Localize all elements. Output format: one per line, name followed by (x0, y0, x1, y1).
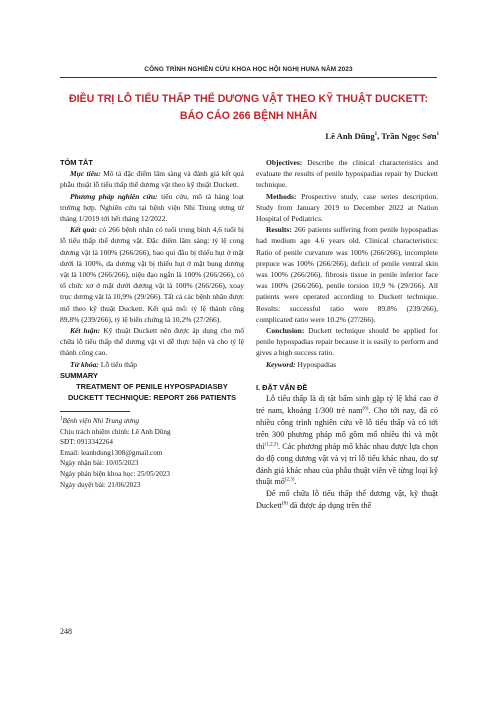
abstract-methods (60, 191, 244, 225)
results-label: Kết quả: (70, 225, 97, 235)
running-header: CÔNG TRÌNH NGHIÊN CỨU KHOA HỌC HỘI NGHỊ HUNA NĂM 2023 (144, 66, 353, 73)
objective-label: Mục tiêu: (70, 169, 101, 179)
footnote-affiliation (60, 416, 244, 427)
author-1: Lê Anh Dũng (325, 131, 375, 141)
keywords-label: Từ khóa: (70, 359, 99, 369)
article-title (40, 91, 457, 125)
en-objectives-text: Describe the clinical characteristics and evaluate the results of penile hypospadias repair by Duckett technique. (256, 158, 438, 190)
date-accepted: Ngày duyệt bài: 21/06/2023 (60, 480, 141, 489)
intro-p1-b: . Cho tới nay, đã có nhiều công trình nghiên cứu về lỗ tiểu thấp và có tới trên 300 phương pháp mổ gồm mổ nhiều thì và một thì (256, 405, 438, 451)
title-line-1: ĐIỀU TRỊ LỖ TIỂU THẤP THỂ DƯƠNG VẬT THEO KỸ THUẬT DUCKETT: (69, 93, 428, 105)
english-title: TREATMENT OF PENILE HYPOSPADIASBY DUCKETT TECHNIQUE: REPORT 266 PATIENTS (67, 382, 237, 403)
abstract-heading: TÓM TẮT (60, 158, 93, 167)
author-2: Trần Ngọc Sơn (381, 131, 437, 141)
en-keyword-label: Keyword: (266, 359, 296, 369)
en-methods (256, 191, 438, 225)
affiliation-text: Bệnh viện Nhi Trung ương (62, 417, 139, 426)
page-number: 248 (60, 627, 72, 636)
author-1-affil: 1 (374, 132, 378, 138)
intro-paragraph-1 (256, 393, 438, 488)
intro-p1-d: . (294, 477, 297, 487)
abstract-conclusion (60, 325, 244, 359)
header-rule (60, 77, 437, 78)
objective-text: Mô tả đặc điểm lâm sàng và đánh giá kết quả phẫu thuật lỗ tiểu thấp thể dương vật theo kỹ thuật Duckett. (60, 169, 244, 190)
author-separator: , (377, 131, 382, 141)
title-line-2: BÁO CÁO 266 BỆNH NHÂN (179, 110, 318, 122)
abstract-results (60, 224, 244, 325)
keywords-text: Lỗ tiểu thấp (98, 359, 137, 369)
date-received: Ngày nhận bài: 10/05/2023 (60, 459, 139, 468)
summary-heading: SUMMARY (60, 370, 98, 380)
responsible-author: Chịu trách nhiệm chính: Lê Anh Dũng (60, 427, 171, 436)
en-keyword-text: Hypospadias (295, 359, 337, 369)
en-objectives (256, 157, 438, 191)
abstract-objective (60, 168, 244, 190)
intro-p2-b: đã được áp dụng trên thế (287, 501, 372, 511)
author-line (325, 131, 439, 141)
email: Email: leanhdung1308@gmail.com (60, 448, 163, 457)
footnote (60, 416, 244, 490)
en-methods-label: Methods: (266, 191, 297, 201)
ref-8: (8) (281, 501, 288, 507)
en-results-text: 266 patients suffering from penile hypospadias had medium age 4.6 years old. Clinical characteristics: Ratio of penile curvature was 100% (266/266), incomplete prepuce was 100% (266/266), deficit of penile ventral skin was 100% (266/266), fibrosis tissue in penile inferior face was 100% (266/266), penile torsion 10,9 % (29/266). All patients were operated according to Duckett technique. Results: successful ratio were 89.8% (239/266), complicated ratio were 10.2% (27/266). (256, 225, 438, 324)
methods-text: tiến cứu, mô tả hàng loạt trường hợp. Nghiên cứu tại bệnh viện Nhi Trung ương từ tháng 1/2019 tới hết tháng 12/2022. (60, 191, 245, 224)
date-reviewed: Ngày phản biện khoa học: 25/05/2023 (60, 470, 170, 479)
conclusion-label: Kết luận: (70, 326, 101, 336)
intro-heading: I. ĐẶT VẤN ĐỀ (256, 382, 308, 392)
methods-label: Phương pháp nghiên cứu: (70, 191, 158, 201)
en-conclusion (256, 325, 438, 359)
en-methods-text: Prospective study, case series description. Study from January 2019 to December 2022 at Nation Hospital of Pediatrics. (256, 191, 438, 224)
intro-p1-c: . Các phương pháp mổ khác nhau được lựa chọn do độ cong dương vật và vị trí lỗ tiểu khác nhau, do sự đánh giá khác nhau của phẫu thuật viên về từng loại kỹ thuật mổ (256, 441, 438, 487)
intro-p1-a: Lỗ tiểu thấp là dị tật bẩm sinh gặp tỷ lệ khá cao ở trẻ nam, khoảng 1/300 trẻ nam (256, 394, 438, 415)
results-text: có 266 bệnh nhân có tuổi trung bình 4,6 tuổi bị lỗ tiểu thấp thể dương vật. Đặc điểm lâm sàng: tỷ lệ cong dương vật là 100% (266/266), bao qui đầu bị thiếu hụt ở mặt dưới là 100%, da dương vật bị thiếu hụt ở mặt bụng dương vật là 100% (266/266), niệu đạo ngắn là 100% (266/266), có tổ chức xơ ở mặt dưới dương vật là 100% (266/266), xoay trục dương vật là 10,9% (29/266). Tất cả các bệnh nhân được mổ theo kỹ thuật Duckett. Kết quả mổ: tỷ lệ thành công 89,8% (239/266), tỷ lệ biến chứng là 10,2% (27/266). (60, 225, 244, 324)
en-results (256, 224, 438, 325)
ref-1-2-3: (1,2,3) (264, 441, 278, 447)
en-results-label: Results: (266, 225, 292, 235)
phone: SĐT: 0913342264 (60, 438, 113, 447)
ref-2-3: (2,3) (284, 477, 295, 483)
intro-p2-a: Để mổ chữa lỗ tiểu thấp thể dương vật, kỹ thuật Duckett (256, 489, 438, 511)
right-column (256, 157, 438, 512)
footnote-marker: 1 (60, 416, 63, 422)
conclusion-text: Kỹ thuật Duckett nên được áp dụng cho mổ chữa lỗ tiểu thấp thể dương vật vì dễ thực hiện và cho tỷ lệ thành công cao. (60, 326, 244, 358)
author-2-affil: 1 (436, 132, 439, 138)
en-conclusion-text: Duckett technique should be applied for penile hypospadias repair because it is easily to perform and gives a high success ratio. (256, 326, 438, 358)
footnote-rule (60, 411, 130, 412)
ref-6: (6) (362, 406, 369, 412)
intro-paragraph-2 (256, 488, 438, 512)
en-conclusion-label: Conclusion: (266, 326, 305, 336)
abstract-keywords (60, 359, 244, 370)
en-objectives-label: Objectives: (266, 158, 303, 167)
en-keyword (256, 359, 438, 370)
left-column (60, 157, 244, 490)
